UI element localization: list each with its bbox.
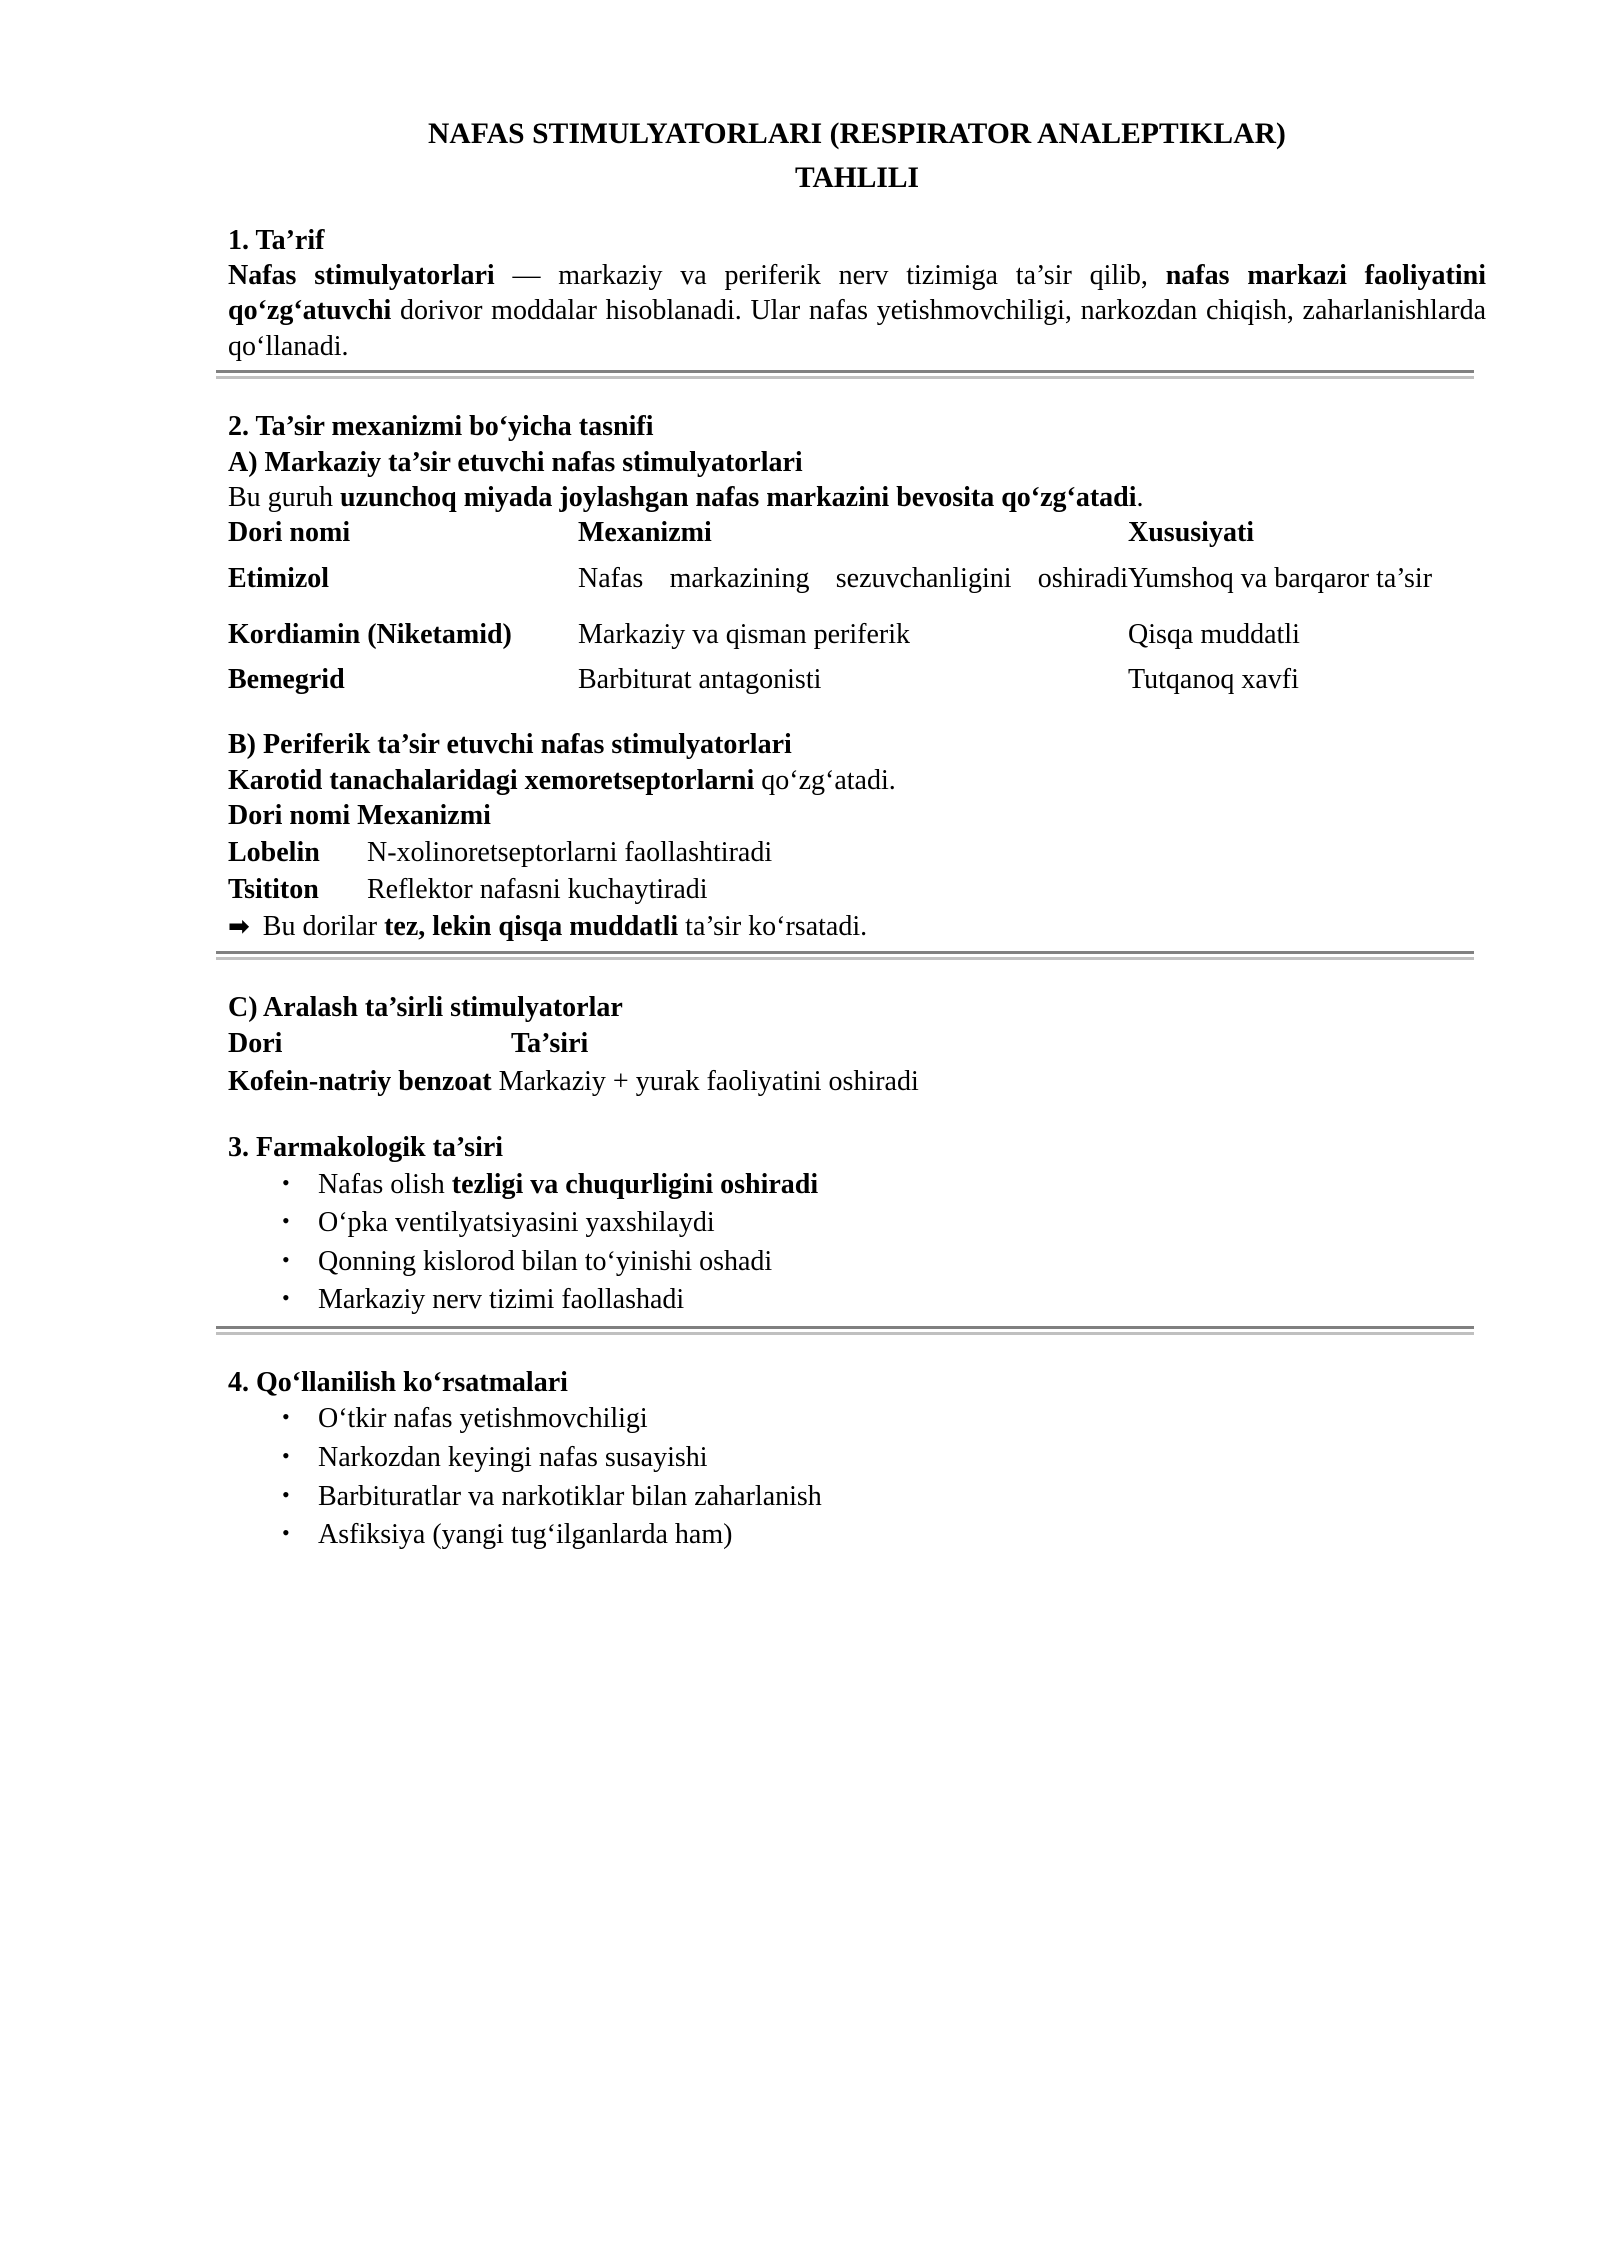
section-2b-table-header: Dori nomi Mexanizmi [228, 800, 491, 832]
table-cell-drug-name: Kordiamin (Niketamid) [228, 619, 512, 651]
section-2c-heading: C) Aralash ta’sirli stimulyatorlar [228, 991, 623, 1023]
section-2b-note-bold: tez, lekin qisqa muddatli [384, 910, 679, 942]
table-cell-mechanism: Markaziy va qisman periferik [578, 619, 910, 651]
right-arrow-icon: ➡ [228, 911, 250, 942]
section-2a-intro-plain-2: . [1136, 481, 1144, 513]
bullet-text-plain: Markaziy nerv tizimi faollashadi [318, 1284, 685, 1316]
divider-2 [216, 951, 1474, 960]
section-2b-note-plain-1: Bu dorilar [255, 910, 385, 942]
section-2b-intro [228, 763, 1486, 799]
table-header-row [228, 515, 1516, 550]
section-2a-intro-bold: uzunchoq miyada joylashgan nafas markazini bevosita qo‘zg‘atadi [340, 481, 1137, 513]
table-header-mechanism: Mexanizmi [578, 517, 712, 549]
bullet-text-bold: tezligi va chuqurligini oshiradi [451, 1168, 819, 1200]
table-cell-drug-name: Etimizol [228, 563, 330, 595]
table-cell-feature: Tutqanoq xavfi [1128, 664, 1299, 696]
table-row [228, 662, 1516, 697]
central-stimulants-table [228, 515, 1516, 697]
table-cell-drug-name: Bemegrid [228, 664, 345, 696]
list-item [276, 1166, 1486, 1205]
section-2c-table-header [228, 1025, 1486, 1063]
indications-list [228, 1400, 1486, 1555]
divider-1 [216, 370, 1474, 379]
list-item [276, 1243, 1486, 1282]
section-1-body-bold-2: nafas markazi faoliyatini qo‘zg‘atuvchi [228, 259, 1487, 327]
section-1-body-plain-2: dorivor moddalar hisoblanadi. Ular nafas yetishmovchiligi, narkozdan chiqish, zaharlanishlarda qo‘llanadi. [228, 295, 1486, 362]
section-1-body [228, 258, 1486, 365]
bullet-text-plain: O‘pka ventilyatsiyasini yaxshilaydi [318, 1207, 715, 1239]
table-header-drug-name: Dori nomi [228, 517, 351, 549]
table-header-feature: Xususiyati [1128, 517, 1255, 549]
peripheral-drug-mechanism: N-xolinoretseptorlarni faollashtiradi [367, 836, 773, 868]
section-1-heading: 1. Ta’rif [228, 224, 325, 256]
peripheral-drug-mechanism: Reflektor nafasni kuchaytiradi [367, 874, 708, 906]
list-item [276, 1478, 1486, 1517]
peripheral-drug-name: Lobelin [228, 836, 320, 868]
section-2-heading: 2. Ta’sir mexanizmi bo‘yicha tasnifi [228, 411, 654, 443]
page-title: NAFAS STIMULYATORLARI (RESPIRATOR ANALEPTIKLAR) [428, 118, 1286, 150]
list-item [276, 1281, 1486, 1320]
section-2a-intro-plain-1: Bu guruh [228, 481, 340, 513]
section-2b-intro-bold: Karotid tanachalaridagi xemoretseptorlarni [228, 764, 755, 796]
mixed-drug-effect: Markaziy + yurak faoliyatini oshiradi [491, 1065, 919, 1097]
list-item [276, 1516, 1486, 1555]
table-cell-feature: Qisqa muddatli [1128, 619, 1300, 651]
list-item [228, 834, 1486, 872]
section-2a-heading: A) Markaziy ta’sir etuvchi nafas stimulyatorlari [228, 446, 803, 478]
page-subtitle: TAHLILI [794, 162, 920, 195]
table-cell-feature: Yumshoq va barqaror ta’sir [1128, 563, 1433, 595]
table-row [228, 607, 1516, 662]
document-content [228, 112, 1486, 1555]
bullet-text: Asfiksiya (yangi tug‘ilganlarda ham) [318, 1519, 733, 1551]
mixed-header-drug: Dori [228, 1028, 283, 1060]
section-4-heading: 4. Qo‘llanilish ko‘rsatmalari [228, 1367, 568, 1399]
bullet-text: O‘tkir nafas yetishmovchiligi [318, 1403, 648, 1435]
mixed-header-effect: Ta’siri [511, 1028, 589, 1060]
section-2b-intro-plain: qo‘zg‘atadi. [754, 764, 896, 796]
section-1-body-plain-1: — markaziy va periferik nerv tizimiga ta’sir qilib, [494, 259, 1166, 291]
table-cell-mechanism: Nafas markazining sezuvchanligini oshiradi [578, 563, 1128, 595]
list-item [276, 1439, 1486, 1478]
list-item [276, 1204, 1486, 1243]
list-item [276, 1400, 1486, 1439]
section-2a-intro [228, 480, 1486, 516]
section-2b-note-plain-2: ta’sir ko‘rsatadi. [678, 910, 868, 942]
section-2b-note [228, 909, 1486, 945]
peripheral-drug-name: Tsititon [228, 874, 319, 906]
mixed-drug-name: Kofein-natriy benzoat [228, 1065, 492, 1097]
bullet-text-plain: Qonning kislorod bilan to‘yinishi oshadi [318, 1245, 773, 1277]
list-item [228, 1063, 1486, 1101]
bullet-text: Narkozdan keyingi nafas susayishi [318, 1441, 708, 1473]
section-1-body-bold-1: Nafas stimulyatorlari [228, 259, 495, 291]
table-row [228, 550, 1516, 607]
bullet-text-plain: Nafas olish [318, 1168, 452, 1200]
pharmacologic-effects-list [228, 1166, 1486, 1321]
list-item [228, 871, 1486, 909]
table-cell-mechanism: Barbiturat antagonisti [578, 664, 822, 696]
section-2b-heading: B) Periferik ta’sir etuvchi nafas stimulyatorlari [228, 729, 792, 761]
section-3-heading: 3. Farmakologik ta’siri [228, 1132, 504, 1164]
bullet-text: Barbituratlar va narkotiklar bilan zaharlanish [318, 1480, 822, 1512]
divider-3 [216, 1326, 1474, 1335]
